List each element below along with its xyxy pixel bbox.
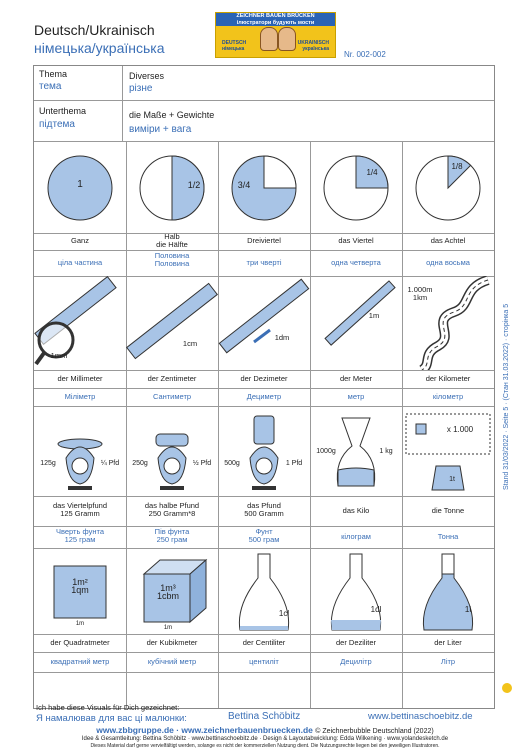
volume-figure: 1dl — [370, 605, 382, 614]
volume-translation: Літр — [440, 657, 456, 666]
zbb-logo — [215, 12, 336, 58]
length-translation: Дециметр — [246, 392, 282, 401]
fraction-figure: 1/4 — [366, 168, 378, 177]
weight-figure: 1000g — [316, 448, 336, 455]
volume-name: der Centiliter — [242, 638, 286, 647]
length-name: der Kilometer — [425, 374, 471, 383]
weight-translation: Фунт 500 грам — [248, 527, 280, 544]
weight-translation: Чверть фунта 125 грам — [55, 527, 104, 544]
weight-figure-t: 1t — [449, 476, 455, 483]
weight-figure: 125g — [40, 460, 56, 467]
page-title-ua: німецька/українська — [34, 40, 165, 56]
fraction-translation: одна восьма — [426, 258, 470, 267]
document-number: Nr. 002-002 — [344, 50, 386, 59]
bottle-icon — [218, 548, 310, 634]
fraction-name: das Viertel — [338, 236, 374, 245]
thema-value-ua: різне — [129, 83, 153, 94]
footer-legal: Dieses Material darf gerne vervielfältigt werden, solange es nicht der kommerziellen Nutzung dient. Die Nutzungsrechte liegen bei den jeweiligen Illustratoren. — [90, 743, 440, 749]
weight-name: das Pfund 500 Gramm — [244, 501, 284, 518]
logo-face-icon — [260, 27, 278, 51]
logo-left-label: DEUTSCH німецька — [222, 40, 247, 52]
weight-figure-pound: ¼ Pfd — [100, 460, 120, 467]
fraction-figure: 3/4 — [237, 180, 251, 190]
bottle-icon — [402, 548, 494, 634]
volume-translation: кубічний метр — [147, 657, 197, 666]
weight-name: die Tonne — [431, 506, 465, 515]
weight-figure-pound: 1 Pfd — [285, 460, 303, 467]
fraction-figure: 1/8 — [451, 162, 463, 171]
volume-figure-side: 1m — [75, 621, 85, 627]
yellow-dot-icon — [502, 683, 512, 693]
fraction-translation: одна четверта — [331, 258, 381, 267]
author-website-link[interactable]: www.bettinaschoebitz.de — [368, 711, 473, 722]
length-figure: 1dm — [274, 333, 290, 342]
bottle-icon — [310, 548, 402, 634]
volume-translation: квадратний метр — [50, 657, 110, 666]
weight-translation: кілограм — [341, 532, 371, 541]
fraction-name: das Achtel — [430, 236, 466, 245]
logo-face-icon — [278, 27, 296, 51]
length-figure: 1mm — [50, 351, 68, 360]
volume-figure: 1l — [464, 605, 472, 614]
volume-figure: 1m² 1qm — [71, 577, 89, 595]
length-figure: 1m — [368, 311, 380, 320]
author-name: Bettina Schöbitz — [228, 711, 301, 722]
weight-figure: 500g — [224, 460, 240, 467]
quarter-pie-icon — [310, 141, 402, 233]
length-translation: Міліметр — [64, 392, 96, 401]
volume-name: der Kubikmeter — [146, 638, 198, 647]
fraction-translation: три чверті — [246, 258, 282, 267]
fraction-figure: 1 — [77, 179, 83, 190]
volume-figure-side: 1m — [163, 625, 173, 631]
content-grid — [33, 65, 495, 709]
length-name: der Meter — [339, 374, 373, 383]
thema-label: Thema — [39, 69, 68, 79]
eighth-pie-icon — [402, 141, 494, 233]
weight-translation: Тонна — [437, 532, 459, 541]
weight-figure: x 1.000 — [446, 425, 474, 434]
fraction-translation: Половина Половина — [154, 251, 190, 268]
footer-question-de: Ich habe diese Visuals für Dich gezeichnet: — [36, 703, 180, 712]
volume-name: der Liter — [434, 638, 462, 647]
ruler-dm-icon — [218, 276, 310, 370]
fraction-name: Ganz — [71, 236, 89, 245]
length-figure: 1cm — [182, 339, 198, 348]
page-stamp: Stand 31/03/2022 · Seite 5 · (Стан 31.03.2022) · сторінка 5 — [503, 303, 510, 490]
length-translation: кілометр — [432, 392, 464, 401]
volume-name: der Quadratmeter — [50, 638, 110, 647]
fraction-translation: ціла частина — [57, 258, 103, 267]
logo-line-de: ZEICHNER BAUEN BRÜCKEN — [236, 13, 315, 19]
length-translation: Сантиметр — [152, 392, 192, 401]
volume-translation: центиліт — [249, 657, 279, 666]
weight-name: das halbe Pfund 250 Gramm*8 — [144, 501, 200, 518]
weight-name: das Viertelpfund 125 Gramm — [52, 501, 108, 518]
scale-icon — [126, 406, 218, 496]
unterthema-label-ua: підтема — [39, 119, 75, 130]
fraction-name: Halb die Hälfte — [156, 232, 188, 249]
length-name: der Millimeter — [57, 374, 103, 383]
logo-line-ua: ілюстратори будують мости — [236, 19, 315, 26]
length-figure: 1.000m 1km — [407, 285, 433, 302]
footer-credit: Idee & Gesamtleitung: Bettina Schöbitz · www.bettinaschoebitz.de · Design & Layoutabwicklung: Edda Wilkening · www.yolandesketch.de — [81, 736, 449, 742]
weight-figure-pound: ½ Pfd — [192, 460, 212, 467]
logo-right-label: UKRAINISCH українська — [297, 40, 329, 52]
footer-question-ua: Я намалював для вас ці малюнки: — [36, 713, 187, 724]
length-translation: метр — [347, 392, 365, 401]
unterthema-value: die Maße + Gewichte — [129, 110, 215, 120]
weight-figure: 250g — [132, 460, 148, 467]
footer-copyright: © Zeichnerbubble Deutschland (2022) — [315, 728, 434, 735]
length-name: der Zentimeter — [147, 374, 197, 383]
ruler-m-icon — [310, 276, 402, 370]
volume-translation: Децилітр — [340, 657, 372, 666]
unterthema-label: Unterthema — [39, 106, 87, 116]
unterthema-value-ua: виміри + вага — [129, 124, 192, 135]
scale-icon — [34, 406, 126, 496]
weight-figure-kg: 1 kg — [379, 448, 393, 455]
ruler-cm-icon — [126, 276, 218, 370]
weight-name: das Kilo — [342, 506, 370, 515]
fraction-figure: 1/2 — [187, 180, 201, 190]
thema-value: Diverses — [129, 71, 165, 81]
length-name: der Dezimeter — [240, 374, 288, 383]
logo-band — [216, 13, 335, 26]
thema-label-ua: тема — [39, 81, 62, 92]
volume-figure: 1m³ 1cbm — [156, 583, 179, 601]
volume-figure: 1cl — [278, 609, 290, 618]
fraction-name: Dreiviertel — [247, 236, 281, 245]
footer-links-text[interactable]: www.zbbgruppe.de · www.zeichnerbauenbruecken.de — [96, 725, 313, 735]
volume-name: der Deziliter — [335, 638, 376, 647]
page-title-de: Deutsch/Ukrainisch — [34, 22, 155, 38]
footer-links[interactable] — [0, 725, 530, 735]
weight-translation: Пів фунта 250 грам — [154, 527, 190, 544]
